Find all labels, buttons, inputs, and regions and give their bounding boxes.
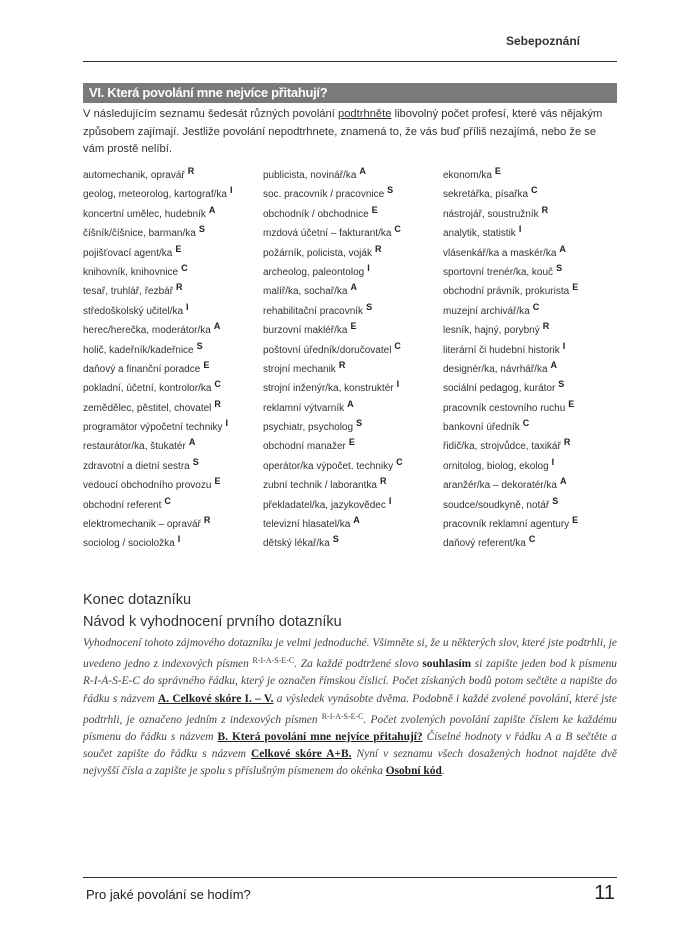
- occupation-item: [83, 511, 263, 530]
- riasec-code: E: [348, 437, 355, 448]
- riasec-code: R: [338, 359, 346, 370]
- occupation-item: [443, 317, 623, 336]
- riasec-code: S: [387, 185, 394, 196]
- occupation-item: [263, 375, 443, 394]
- occupation-column-2: [263, 162, 443, 550]
- occupation-item: [83, 240, 263, 259]
- occupation-label: reklamní výtvarník: [263, 402, 345, 414]
- occupation-item: [443, 181, 623, 200]
- occupation-label: geolog, meteorolog, kartograf/ka: [83, 189, 227, 201]
- occupation-label: knihovník, knihovnice: [83, 266, 179, 278]
- occupation-item: [263, 181, 443, 200]
- occupation-item: [443, 278, 623, 297]
- occupation-label: strojní inženýr/ka, konstruktér: [263, 383, 394, 395]
- ref-section-b: B. Která povolání mne nejvíce přitahují?: [217, 731, 423, 744]
- riasec-code: S: [558, 379, 565, 390]
- occupation-item: [83, 162, 263, 181]
- occupation-label: tesař, truhlář, řezbář: [83, 286, 174, 298]
- occupation-label: designér/ka, návrhář/ka: [443, 363, 548, 375]
- occupation-label: soc. pracovník / pracovnice: [263, 189, 385, 201]
- occupation-label: literární či hudební historik: [443, 344, 560, 356]
- occupation-label: nástrojář, soustružník: [443, 208, 539, 220]
- riasec-code: C: [394, 340, 401, 351]
- occupation-label: elektromechanik – opravář: [83, 519, 201, 531]
- instr-text: a výsledek vynásobte dvěma. Podobně i každé zvolené povolání, které jste podtrhli, je označeno jedním z indexových písmen: [83, 692, 617, 726]
- occupation-label: muzejní archivář/ka: [443, 305, 530, 317]
- evaluation-heading: Návod k vyhodnocení prvního dotazníku: [83, 614, 342, 630]
- riasec-code: I: [177, 534, 181, 545]
- instr-text: Vyhodnocení tohoto zájmového dotazníku je velmi jednoduché. Všimněte si, že u některých slov, které jste podtrhli, je uvedeno jedno z indexových písmen: [83, 637, 617, 671]
- occupation-item: [443, 375, 623, 394]
- riasec-code: R: [542, 321, 550, 332]
- occupation-item: [83, 433, 263, 452]
- occupation-label: pracovník cestovního ruchu: [443, 402, 566, 414]
- riasec-code: R: [563, 437, 571, 448]
- running-header: Sebepoznání: [505, 34, 580, 48]
- occupation-item: [83, 530, 263, 549]
- riasec-code: A: [559, 476, 567, 487]
- occupation-item: [263, 395, 443, 414]
- occupation-item: [263, 240, 443, 259]
- occupation-item: [83, 356, 263, 375]
- occupation-item: [263, 317, 443, 336]
- occupation-item: [443, 414, 623, 433]
- ref-total-ab: Celkové skóre A+B.: [251, 748, 352, 761]
- occupation-label: aranžér/ka – dekoratér/ka: [443, 480, 557, 492]
- occupation-item: [443, 453, 623, 472]
- occupation-label: pojišťovací agent/ka: [83, 247, 173, 259]
- occupation-item: [443, 162, 623, 181]
- occupation-column-1: [83, 162, 263, 550]
- occupation-label: televizní hlasatel/ka: [263, 519, 351, 531]
- occupation-item: [443, 356, 623, 375]
- occupation-label: ornitolog, biolog, ekolog: [443, 460, 549, 472]
- occupation-item: [83, 317, 263, 336]
- intro-underlined: podtrhněte: [337, 108, 392, 120]
- occupation-item: [443, 433, 623, 452]
- occupation-label: koncertní umělec, hudebník: [83, 208, 206, 220]
- occupation-item: [443, 201, 623, 220]
- riasec-code: C: [522, 418, 530, 429]
- occupation-item: [263, 511, 443, 530]
- occupation-item: [83, 298, 263, 317]
- occupation-label: operátor/ka výpočet. techniky: [263, 460, 394, 472]
- riasec-code: S: [332, 534, 339, 545]
- occupation-item: [263, 356, 443, 375]
- occupation-label: herec/herečka, moderátor/ka: [83, 325, 211, 337]
- riasec-code: I: [388, 495, 392, 506]
- occupation-label: obchodní referent: [83, 499, 162, 511]
- occupation-label: mzdová účetní – fakturant/ka: [263, 228, 392, 240]
- riasec-code: S: [196, 340, 203, 351]
- evaluation-instructions: [83, 635, 617, 781]
- riasec-code: A: [350, 282, 357, 293]
- riasec-code: S: [192, 456, 199, 467]
- riasec-code: I: [396, 379, 400, 390]
- riasec-code: E: [572, 282, 579, 293]
- instr-text: . Za každé podtržené slovo: [294, 658, 423, 671]
- riasec-code: C: [531, 185, 538, 196]
- occupation-item: [443, 511, 623, 530]
- intro-text-rest: libovolný počet profesí, které vás nějakým způsobem zajímají. Jestliže povolání nepodtrhnete, znamená to, že vás buď příliš nezajímá, nebo že se vám prostě nelíbí.: [83, 108, 603, 155]
- occupation-item: [263, 453, 443, 472]
- occupation-item: [263, 298, 443, 317]
- riasec-code: C: [164, 495, 171, 506]
- riasec-code: C: [528, 534, 536, 545]
- instr-text: .: [441, 765, 445, 778]
- occupation-label: sportovní trenér/ka, kouč: [443, 266, 554, 278]
- section-intro: [83, 106, 617, 159]
- occupation-label: obchodník / obchodnice: [263, 208, 369, 220]
- occupation-item: [263, 220, 443, 239]
- instr-text: Nyní v seznamu všech dosažených hodnot najděte dvě nejvyšší čísla a zapište je spolu s příslušným písmenem do okénka: [83, 748, 617, 778]
- occupation-item: [263, 259, 443, 278]
- occupation-item: [83, 375, 263, 394]
- occupation-item: [83, 201, 263, 220]
- end-heading: Konec dotazníku: [83, 592, 192, 608]
- occupation-label: automechanik, opravář: [83, 170, 185, 181]
- occupation-label: analytik, statistik: [443, 228, 516, 240]
- occupation-item: [263, 337, 443, 356]
- occupation-item: [443, 530, 623, 549]
- occupation-item: [263, 530, 443, 549]
- riasec-code: I: [551, 456, 555, 467]
- riasec-code: C: [181, 262, 188, 273]
- riasec-code: C: [214, 379, 221, 390]
- occupation-label: zubní technik / laborantka: [263, 480, 377, 492]
- riasec-code: E: [494, 166, 501, 176]
- occupation-label: restaurátor/ka, štukatér: [83, 441, 186, 453]
- riasec-code: E: [203, 359, 210, 370]
- instr-text: . Počet zvolených povolání zapište číslem ke každému písmenu do řádku s názvem: [83, 713, 617, 744]
- riasec-code: E: [371, 204, 378, 215]
- occupation-label: řidič/ka, strojvůdce, taxikář: [443, 441, 561, 453]
- riasec-code: E: [568, 398, 575, 409]
- riasec-code: C: [394, 224, 401, 235]
- occupation-label: malíř/ka, sochař/ka: [263, 286, 348, 298]
- occupation-item: [83, 414, 263, 433]
- occupation-label: pracovník reklamní agentury: [443, 519, 570, 531]
- riasec-code: R: [187, 166, 195, 176]
- occupation-item: [83, 220, 263, 239]
- riasec-code: A: [208, 204, 216, 215]
- riasec-code: I: [518, 224, 522, 235]
- riasec-code: R: [203, 515, 211, 526]
- riasec-code: S: [556, 262, 563, 273]
- intro-text: V následujícím seznamu šedesát různých povolání: [83, 108, 338, 120]
- riasec-code: A: [188, 437, 196, 448]
- riasec-code: S: [356, 418, 363, 429]
- occupation-item: [83, 181, 263, 200]
- occupation-label: poštovní úředník/doručovatel: [263, 344, 392, 356]
- riasec-code: I: [225, 418, 229, 429]
- occupation-item: [263, 162, 443, 181]
- occupation-item: [83, 492, 263, 511]
- riasec-code: R: [176, 282, 183, 293]
- riasec-code: C: [396, 456, 403, 467]
- riasec-code: E: [572, 515, 579, 526]
- occupation-item: [443, 259, 623, 278]
- occupation-label: požárník, policista, voják: [263, 247, 372, 259]
- riasec-code: A: [359, 166, 366, 176]
- riasec-code: S: [366, 301, 373, 312]
- occupation-item: [83, 337, 263, 356]
- footer-rule: [83, 877, 617, 878]
- occupation-label: lesník, hajný, porybný: [443, 325, 540, 337]
- occupation-label: obchodní manažer: [263, 441, 346, 453]
- occupation-label: středoškolský učitel/ka: [83, 305, 184, 317]
- riasec-code: A: [550, 359, 558, 370]
- occupation-label: burzovní makléř/ka: [263, 325, 348, 337]
- occupation-label: zemědělec, pěstitel, chovatel: [83, 402, 212, 414]
- riasec-code: I: [367, 262, 370, 273]
- ref-personal-code: Osobní kód: [385, 765, 442, 778]
- occupation-label: dětský lékař/ka: [263, 538, 330, 550]
- riasec-code: R: [214, 398, 221, 409]
- occupation-label: sociolog / socioložka: [83, 538, 175, 550]
- occupation-label: zdravotní a dietní sestra: [83, 460, 190, 472]
- page-number: 11: [594, 882, 615, 904]
- header-rule: [83, 61, 617, 62]
- occupation-label: soudce/soudkyně, notář: [443, 499, 550, 511]
- occupation-item: [443, 220, 623, 239]
- ref-total-score: A. Celkové skóre I. – V.: [158, 692, 274, 705]
- occupation-column-3: [443, 162, 623, 550]
- occupation-label: vedoucí obchodního provozu: [83, 480, 212, 492]
- occupation-label: sociální pedagog, kurátor: [443, 383, 556, 395]
- occupation-label: holič, kadeřník/kadeřnice: [83, 344, 194, 356]
- occupation-item: [83, 453, 263, 472]
- instr-text: si zapište jeden bod k písmenu R-I-A-S-E-C do správného řádku, který je označen římskou číslicí. Počet získaných bodů potom sečtěte a napište do řádku s názvem: [83, 658, 618, 705]
- riasec-code: R: [379, 476, 387, 487]
- footer-title: Pro jaké povolání se hodím?: [86, 887, 251, 902]
- occupation-label: pokladní, účetní, kontrolor/ka: [83, 383, 212, 395]
- occupation-label: ekonom/ka: [443, 170, 492, 181]
- occupation-label: archeolog, paleontolog: [263, 266, 365, 278]
- occupation-item: [443, 395, 623, 414]
- occupation-label: programátor výpočetní techniky: [83, 422, 223, 434]
- riasec-code: A: [353, 515, 360, 526]
- riasec-code: E: [214, 476, 221, 487]
- riasec-code: S: [552, 495, 559, 506]
- occupation-label: obchodní právník, prokurista: [443, 286, 570, 298]
- bold-term: souhlasím: [422, 658, 472, 671]
- riasec-code: E: [175, 243, 182, 254]
- riasec-code: S: [198, 224, 205, 235]
- occupation-label: psychiatr, psycholog: [263, 422, 354, 434]
- riasec-code: R: [374, 243, 382, 254]
- riasec-code: C: [532, 301, 540, 312]
- occupation-label: překladatel/ka, jazykovědec: [263, 499, 386, 511]
- riasec-code: A: [559, 243, 566, 254]
- occupation-label: strojní mechanik: [263, 363, 336, 375]
- riasec-code: A: [213, 321, 221, 332]
- occupation-item: [443, 240, 623, 259]
- occupation-list: [83, 162, 623, 550]
- occupation-item: [263, 472, 443, 491]
- riasec-code: I: [562, 340, 566, 351]
- instr-text: Číselné hodnoty v řádku A a B sečtěte a součet zapište do řádku s názvem: [83, 731, 617, 761]
- occupation-label: daňový referent/ka: [443, 538, 526, 550]
- occupation-item: [83, 472, 263, 491]
- riasec-code: I: [186, 301, 189, 312]
- occupation-item: [443, 298, 623, 317]
- occupation-item: [83, 259, 263, 278]
- occupation-label: rehabilitační pracovník: [263, 305, 364, 317]
- occupation-item: [263, 433, 443, 452]
- occupation-item: [443, 492, 623, 511]
- occupation-label: daňový a finanční poradce: [83, 363, 201, 375]
- occupation-label: publicista, novinář/ka: [263, 170, 357, 181]
- occupation-label: číšník/číšnice, barman/ka: [83, 228, 196, 240]
- occupation-label: bankovní úředník: [443, 422, 520, 434]
- riasec-code: A: [347, 398, 354, 409]
- occupation-item: [443, 472, 623, 491]
- occupation-label: sekretářka, písařka: [443, 189, 529, 201]
- occupation-item: [263, 201, 443, 220]
- index-letters: R-I-A-S-E-C: [321, 711, 364, 721]
- index-letters: R-I-A-S-E-C: [252, 656, 295, 666]
- occupation-label: vlásenkář/ka a maskér/ka: [443, 247, 557, 259]
- occupation-item: [263, 492, 443, 511]
- riasec-code: R: [541, 204, 549, 215]
- occupation-item: [443, 337, 623, 356]
- occupation-item: [83, 395, 263, 414]
- riasec-code: I: [229, 185, 233, 196]
- section-title: VI. Která povolání mne nejvíce přitahují?: [83, 83, 617, 103]
- occupation-item: [263, 278, 443, 297]
- occupation-item: [263, 414, 443, 433]
- riasec-code: E: [350, 321, 357, 332]
- occupation-item: [83, 278, 263, 297]
